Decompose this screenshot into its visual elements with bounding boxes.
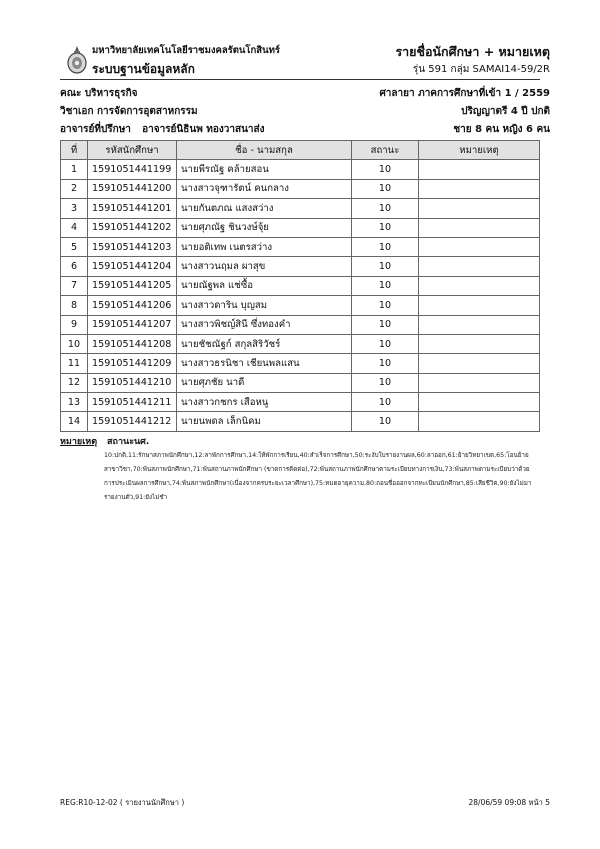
table-row xyxy=(61,296,540,315)
row-number: 7 xyxy=(61,276,88,295)
student-id: 1591051441207 xyxy=(88,315,177,334)
university-logo xyxy=(66,45,88,75)
student-note xyxy=(419,199,540,218)
student-name: นางสาวพิชญ์สินี ซึ่งทองคำ xyxy=(177,315,352,334)
student-id: 1591051441209 xyxy=(88,354,177,373)
major: วิชาเอก การจัดการอุตสาหกรรม xyxy=(60,106,198,117)
university-name: มหาวิทยาลัยเทคโนโลยีราชมงคลรัตนโกสินทร์ xyxy=(92,45,280,56)
student-status: 10 xyxy=(352,296,419,315)
student-status: 10 xyxy=(352,218,419,237)
student-status: 10 xyxy=(352,412,419,431)
col-name: ชื่อ - นามสกุล xyxy=(177,141,352,160)
legend-subtitle: สถานะนศ. xyxy=(107,437,150,447)
student-status: 10 xyxy=(352,179,419,198)
col-no: ที่ xyxy=(61,141,88,160)
table-row xyxy=(61,373,540,392)
student-name: นายอติเทพ เนตรสว่าง xyxy=(177,237,352,256)
row-number: 11 xyxy=(61,354,88,373)
legend-title: หมายเหตุ xyxy=(60,437,98,447)
student-table xyxy=(60,140,540,432)
student-status: 10 xyxy=(352,276,419,295)
row-number: 12 xyxy=(61,373,88,392)
student-note xyxy=(419,257,540,276)
print-datetime-page: 28/06/59 09:08 หน้า 5 xyxy=(468,798,550,807)
student-note xyxy=(419,237,540,256)
degree: ปริญญาตรี 4 ปี ปกติ xyxy=(461,106,550,117)
student-note xyxy=(419,179,540,198)
student-id: 1591051441212 xyxy=(88,412,177,431)
table-row xyxy=(61,315,540,334)
student-name: นางสาวนฤมล ผาสุข xyxy=(177,257,352,276)
student-note xyxy=(419,334,540,353)
header-divider xyxy=(60,79,540,80)
table-row xyxy=(61,334,540,353)
student-note xyxy=(419,393,540,412)
campus-term: ศาลายา ภาคการศึกษาที่เข้า 1 / 2559 xyxy=(379,88,550,99)
cohort-info: รุ่น 591 กลุ่ม SAMAI14-59/2R xyxy=(412,64,550,75)
advisor-label: อาจารย์ที่ปรึกษา xyxy=(60,124,131,135)
system-name: ระบบฐานข้อมูลหลัก xyxy=(92,62,195,76)
row-number: 5 xyxy=(61,237,88,256)
gender-count: ชาย 8 คน หญิง 6 คน xyxy=(453,124,550,135)
table-row xyxy=(61,412,540,431)
student-id: 1591051441201 xyxy=(88,199,177,218)
col-student-id: รหัสนักศึกษา xyxy=(88,141,177,160)
student-status: 10 xyxy=(352,237,419,256)
student-status: 10 xyxy=(352,315,419,334)
table-row xyxy=(61,276,540,295)
status-legend: 10:ปกติ,11:รักษาสภาพนักศึกษา,12:ลาพักการศึกษา,14:ให้พักการเรียน,40:สำเร็จการศึกษา,50:ระงับใบรายงานผล,60:ลาออก,61:ย้ายวิทยาเขต,65:โอนย้ายสาขาวิชา,70:พ้นสภาพนักศึกษา,71:พ้นสถานภาพนักศึกษา (ขาดการติดต่อ),72:พ้นสถานภาพนักศึกษาตามระเบียบทางการเงิน,73:พ้นสภาพตามระเบียบว่าด้วยการประเมินผลการศึกษา,74:พ้นสภาพนักศึกษา(เนื่องจากครบระยะเวลาศึกษา),75:หมดอายุความ,80:ถอนชื่อออกจากทะเบียนนักศึกษา,85:เสียชีวิต,90:ยังไม่มารายงานตัว,91:ยังไม่ชำ xyxy=(104,452,532,501)
table-row xyxy=(61,218,540,237)
student-name: นางสาวธรนิชา เชียนพลแสน xyxy=(177,354,352,373)
table-row xyxy=(61,237,540,256)
student-status: 10 xyxy=(352,354,419,373)
row-number: 9 xyxy=(61,315,88,334)
table-row xyxy=(61,393,540,412)
row-number: 3 xyxy=(61,199,88,218)
student-id: 1591051441199 xyxy=(88,160,177,179)
student-status: 10 xyxy=(352,334,419,353)
student-id: 1591051441203 xyxy=(88,237,177,256)
table-header-row xyxy=(61,141,540,160)
row-number: 4 xyxy=(61,218,88,237)
table-row xyxy=(61,199,540,218)
student-id: 1591051441205 xyxy=(88,276,177,295)
student-name: นางสาวจุฑารัตน์ คนกลาง xyxy=(177,179,352,198)
table-row xyxy=(61,179,540,198)
col-note: หมายเหตุ xyxy=(419,141,540,160)
student-status: 10 xyxy=(352,199,419,218)
student-id: 1591051441211 xyxy=(88,393,177,412)
student-note xyxy=(419,160,540,179)
student-name: นายศุภณัฐ ชินวงษ์จุ้ย xyxy=(177,218,352,237)
student-name: นายณัฐพล แช่ซื้อ xyxy=(177,276,352,295)
student-name: นายชัชณัฐก์ สกุลสิริวัชร์ xyxy=(177,334,352,353)
student-id: 1591051441208 xyxy=(88,334,177,353)
row-number: 2 xyxy=(61,179,88,198)
student-status: 10 xyxy=(352,373,419,392)
student-id: 1591051441202 xyxy=(88,218,177,237)
row-number: 1 xyxy=(61,160,88,179)
student-id: 1591051441204 xyxy=(88,257,177,276)
row-number: 10 xyxy=(61,334,88,353)
student-id: 1591051441206 xyxy=(88,296,177,315)
table-row xyxy=(61,354,540,373)
faculty: คณะ บริหารธุรกิจ xyxy=(60,88,138,99)
student-note xyxy=(419,296,540,315)
student-note xyxy=(419,276,540,295)
student-status: 10 xyxy=(352,257,419,276)
row-number: 6 xyxy=(61,257,88,276)
student-status: 10 xyxy=(352,160,419,179)
student-name: นายกันตภณ แสงสว่าง xyxy=(177,199,352,218)
row-number: 13 xyxy=(61,393,88,412)
student-name: นายนพดล เล็กนิคม xyxy=(177,412,352,431)
student-note xyxy=(419,354,540,373)
advisor-name: อาจารย์นิธินพ ทองวาสนาส่ง xyxy=(142,124,265,135)
student-note xyxy=(419,373,540,392)
student-id: 1591051441200 xyxy=(88,179,177,198)
col-status: สถานะ xyxy=(352,141,419,160)
student-note xyxy=(419,218,540,237)
student-name: นายพีรณัฐ คล้ายสอน xyxy=(177,160,352,179)
student-name: นางสาวดาริน บุญสม xyxy=(177,296,352,315)
student-id: 1591051441210 xyxy=(88,373,177,392)
table-row xyxy=(61,257,540,276)
report-title: รายชื่อนักศึกษา + หมายเหตุ xyxy=(395,44,550,59)
student-name: นางสาวกชกร เสือหนู xyxy=(177,393,352,412)
table-row xyxy=(61,160,540,179)
form-code: REG:R10-12-02 ( รายงานนักศึกษา ) xyxy=(60,798,185,807)
student-name: นายศุภชัย นาดี xyxy=(177,373,352,392)
student-note xyxy=(419,315,540,334)
row-number: 8 xyxy=(61,296,88,315)
student-note xyxy=(419,412,540,431)
student-status: 10 xyxy=(352,393,419,412)
row-number: 14 xyxy=(61,412,88,431)
